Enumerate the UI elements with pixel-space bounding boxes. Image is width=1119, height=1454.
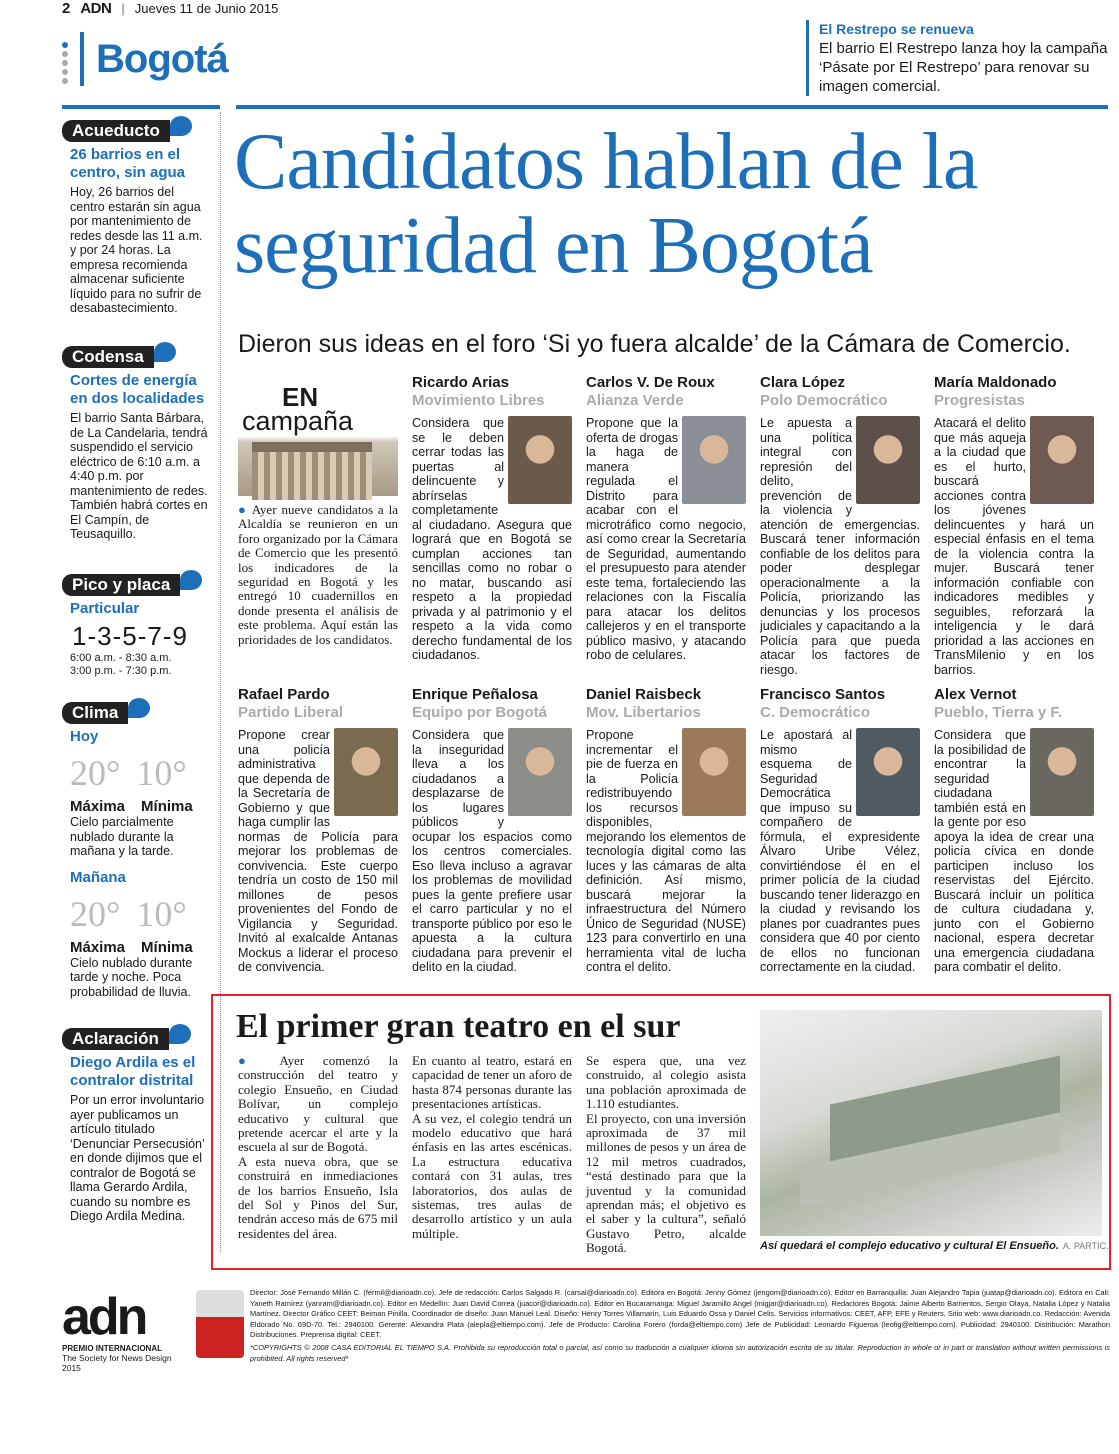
- candidate-party: Partido Liberal: [238, 704, 344, 721]
- speech-bubble-icon: [128, 698, 150, 718]
- candidate-photo: [682, 416, 746, 504]
- sidebar: [62, 112, 221, 1252]
- candidate-text: Considera que la inseguridad lleva a los ciudadanos a desplazarse de los lugares públicos y ocupar los espacios como los centros comerciales. Eso lleva incluso a agravar los problemas de movilidad pues la gente prefiere usar el carro particular y no el transporte público por eso le apuesta a la cultura ciudadana para prevenir el delito en la ciudad.: [412, 728, 572, 974]
- plate-digits: 1-3-5-7-9: [72, 621, 188, 651]
- weather-today-text: Cielo parcialmente nublado durante la mañana y la tarde.: [70, 815, 174, 858]
- candidate-card: [412, 686, 572, 975]
- speech-bubble-icon: [180, 570, 202, 590]
- candidate-text: Propone incrementar el pie de fuerza en la Policía redistribuyendo los recursos disponibles, mejorando los elementos de tecnología digital como las luces y las cámaras de alta definición. Así mismo, buscará mejorar la infraestructura del Número Único de Seguridad (NUSE) 123 para convertirlo en una herramienta vital de lucha contra el delito.: [586, 728, 746, 974]
- candidate-party: Movimiento Libres: [412, 392, 545, 409]
- teaser-text: El barrio El Restrepo lanza hoy la campaña ‘Pásate por El Restrepo’ para renovar su imagen comercial.: [819, 40, 1108, 95]
- candidate-party: C. Democrático: [760, 704, 871, 721]
- candidate-photo: [508, 728, 572, 816]
- max-label: Máxima: [70, 938, 126, 956]
- page-number: 2: [62, 0, 71, 17]
- bullet-icon: ●: [238, 502, 252, 517]
- temp-min: 10°: [136, 893, 187, 934]
- sidebar-label: Acueducto: [62, 120, 170, 142]
- teaser-title: El Restrepo se renueva: [819, 21, 974, 37]
- hours-morning: 6:00 a.m. - 8:30 a.m.: [70, 652, 172, 664]
- intro-text: ● Ayer nueve candidatos a la Alcaldía se reunieron en un foro organizado por la Cámara de Comercio que les presentó los indicadores de la seguridad en Bogotá y les entregó 10 cuadernillos en donde presenta el análisis de este problema. Aquí están las prioridades de los candidatos.: [238, 502, 398, 647]
- weather-tomorrow-text: Cielo nublado durante tarde y noche. Poca probabilidad de lluvia.: [70, 955, 193, 999]
- teaser-box[interactable]: [806, 20, 1119, 96]
- photo-caption: Así quedará el complejo educativo y cultural El Ensueño. A. PARTIC.: [760, 1240, 1109, 1252]
- candidate-text: Propone crear una policía administrativa que dependa de la Secretaría de Gobierno y que haga cumplir las normas de Policía para mejorar los problemas de convivencia. Este cuerpo tendría un costo de 150 mil millones de pesos provenientes del Fondo de Vigilancia y Seguridad. Invitó al exalcalde Antanas Mockus a liderar el proceso de convivencia.: [238, 728, 398, 974]
- candidate-photo: [856, 728, 920, 816]
- sidebar-subtitle[interactable]: Cortes de energía en dos localidades: [70, 372, 205, 407]
- candidate-name[interactable]: Enrique Peñalosa: [412, 686, 538, 703]
- staff-credits: Director: José Fernando Millán C. (fermil@diarioadn.co). Jefe de redacción: Carlos Salgado R. (carsal@diarioadn.co). Editora en Bogotá: Jenny Gómez (jengom@diarioadn.co). Editor en Barranquilla: Juan Alejandro Tapia (juatap@diarioadn.co). Editora en Cali: Yaneth Ramírez (yanram@diarioadn.co). Editor en Medellín: Juan David Correa (juacor@diarioadn.co). Editor en Bucaramanga: Miguel Jaramillo Angel (migjar@diarioadn.co). Redactores Bogotá: Jaime Alberto Barrientos, Sergio Olaya, Natalia López y Natalia Martínez. Director Gráfico CEET: Beiman Pinilla. Coordinador de diseño: Juan Manuel Leal. Diseño: Henry Torres Villamarín, Luis Eduardo Ossa y Daniel Celis. Servicios informativos: CEET, AFP, EFE y Reuters. Sitio web: www.diarioadn.co. Redacción: Avenida Eldorado No. 69D-70. Tel.: 2940100. Gerente: Alexandra Plata (alepla@eltiempo.com). Jefe de Producto: Carolina Forero (forda@eltiempo.com) Jefe de Publicidad: Leonardo Figueroa (leofig@eltiempo.com). Publicidad: 2940100. Distribución: Marathon Distribuciones. Preprensa digital: CEET.: [250, 1288, 1110, 1340]
- temp-max: 20°: [70, 893, 121, 934]
- top-bar: [62, 0, 278, 16]
- left-rule: [62, 105, 220, 109]
- snd-label: The Society for News Design 2015: [62, 1353, 172, 1373]
- main-rule: [236, 105, 1108, 109]
- sidebar-item-codensa: [62, 346, 212, 542]
- adn-logo: adn: [62, 1288, 146, 1346]
- candidate-card: [238, 686, 398, 975]
- copyright: *COPYRIGHTS © 2008 CASA EDITORIAL EL TIEMPO S.A. Prohibida su reproducción total o parcial, así como su traducción a cualquier idioma sin autorización escrita de su titular. Reproduction in whole or in part or translation without written permissions is prohibited. All rights reserved*: [250, 1342, 1110, 1363]
- candidate-card: [934, 686, 1094, 975]
- min-label: Mínima: [141, 798, 193, 815]
- max-label: Máxima: [70, 798, 126, 815]
- premio-label: PREMIO INTERNACIONAL: [62, 1344, 162, 1353]
- speech-bubble-icon: [154, 342, 176, 362]
- brand-logo: ADN: [80, 0, 112, 17]
- candidate-text: Considera que la posibilidad de encontrar la seguridad ciudadana también está en la gente por eso apoya la idea de crear una policía cívica en donde participen incluso los reservistas del Ejército. Buscará incluir un política de cultura ciudadana y, junto con el Gobierno nacional, espera decretar una emergencia ciudadana para combatir el delito.: [934, 728, 1094, 974]
- candidate-photo: [1030, 728, 1094, 816]
- candidate-party: Mov. Libertarios: [586, 704, 701, 721]
- candidate-name[interactable]: Alex Vernot: [934, 686, 1017, 703]
- candidate-text: Atacará el delito que más aqueja a la ciudad que es el hurto, buscará acciones contra los jóvenes delincuentes y hará un especial énfasis en el tema de la violencia contra la mujer. Buscará tener información confiable con indicadores medibles y seguibles, reforzará la inteligencia y le dará prioridad a las acciones en TransMilenio y en los barrios.: [934, 416, 1094, 677]
- sidebar-label: Codensa: [62, 346, 154, 368]
- sidebar-text: El barrio Santa Bárbara, de La Candelaria, tendrá suspendido el servicio eléctrico de 6:10 a.m. a 4:40 p.m. por mantenimiento de redes. También habrá cortes en El Campín, de Teusaquillo.: [70, 411, 208, 541]
- sidebar-subtitle[interactable]: 26 barrios en el centro, sin agua: [70, 146, 186, 181]
- candidate-party: Equipo por Bogotá: [412, 704, 547, 721]
- candidate-name[interactable]: Clara López: [760, 374, 846, 391]
- school-render-image: [760, 1010, 1102, 1236]
- candidate-card: [586, 686, 746, 975]
- issue-date: Jueves 11 de Junio 2015: [134, 0, 279, 16]
- sidebar-label: Clima: [62, 702, 128, 724]
- candidate-card: [760, 686, 920, 975]
- teatro-title[interactable]: El primer gran teatro en el sur: [236, 1008, 681, 1045]
- teatro-col-1: ● Ayer comenzó la construcción del teatro y colegio Ensueño, en Ciudad Bolívar, un complejo educativo y cultural que pretende acercar el arte y la escuela al sur de Bogotá. A esta nueva obra, que se construirá en inmediaciones de los barrios Ensueño, Isla del Sol y Pinos del Sur, tendrán acceso más de 675 mil residentes del área.: [238, 1053, 398, 1241]
- teatro-col-2: En cuanto al teatro, estará en capacidad de tener un aforo de hasta 874 personas durante las presentaciones artísticas. A su vez, el colegio tendrá un modelo educativo que hará énfasis en las artes escénicas. La estructura educativa contará con 31 aulas, tres laboratorios, dos aulas de sistemas, tres aulas de desarrollo artístico y un aula múltiple.: [412, 1053, 572, 1241]
- speech-bubble-icon: [170, 116, 192, 136]
- sidebar-subtitle[interactable]: Diego Ardila es el contralor distrital: [70, 1054, 196, 1089]
- footer-logo: [62, 1290, 192, 1373]
- candidate-name[interactable]: Ricardo Arias: [412, 374, 509, 391]
- badge-line2: campaña: [242, 406, 354, 436]
- headline[interactable]: Candidatos hablan de la seguridad en Bogotá: [234, 118, 978, 290]
- teatro-col-3: Se espera que, una vez construido, al colegio asista una población aproximada de 1.110 estudiantes. El proyecto, con una inversión aproximada de 37 mil millones de pesos y un área de 12 mil metros cuadrados, “está destinado para que la juventud y la comunidad aprendan más; el objetivo es el saber y la cultura”, señaló Gustavo Petro, alcalde Bogotá.: [586, 1053, 746, 1256]
- candidate-text: Propone que la oferta de drogas la haga de manera regulada el Distrito para acabar con el microtráfico como negocio, así como crear la Secretaría de Seguridad, aumentando el presupuesto para atender este tema, fortaleciendo las relaciones con la Fiscalía para atacar los delitos callejeros y en el transporte público masivo, y atacando robo de celulares.: [586, 416, 746, 662]
- sidebar-text: Hoy, 26 barrios del centro estarán sin agua por mantenimiento de redes desde las 11 a.m. y por 24 horas. La empresa recomienda almacenar suficiente líquido para no sufrir de desabastecimiento.: [70, 185, 203, 315]
- weather-today-label: Hoy: [70, 728, 99, 745]
- sidebar-item-acueducto: [62, 120, 212, 316]
- candidate-name[interactable]: Rafael Pardo: [238, 686, 330, 703]
- sidebar-label: Pico y placa: [62, 574, 180, 596]
- candidate-party: Progresistas: [934, 392, 1025, 409]
- candidate-text: Le apuesta a una política integral con represión del delito, prevención de la violencia y atención de emergencias. Buscará tener información confiable de los delitos para poder desplegar operacionalmente a la Policía, priorizando las denuncias y los procesos judiciales y capacitando a la Policía para que pueda atacar los factores de riesgo.: [760, 416, 920, 677]
- candidate-photo: [1030, 416, 1094, 504]
- candidate-photo: [682, 728, 746, 816]
- candidate-name[interactable]: María Maldonado: [934, 374, 1057, 391]
- candidate-name[interactable]: Daniel Raisbeck: [586, 686, 702, 703]
- candidate-photo: [508, 416, 572, 504]
- sidebar-subtitle: Particular: [70, 600, 140, 617]
- candidate-card: [760, 374, 920, 677]
- separator: |: [121, 0, 125, 16]
- sidebar-text: Por un error involuntario ayer publicamos un artículo titulado ‘Denunciar Persecusión’ en donde dijimos que el contralor de Bogotá se llama Gerardo Ardila, cuando su nombre es Diego Ardila Medina.: [70, 1093, 205, 1223]
- temp-max: 20°: [70, 753, 121, 793]
- badge-line1: EN: [282, 382, 319, 412]
- min-label: Mínima: [141, 938, 193, 956]
- credits: [250, 1288, 1110, 1364]
- deck: Dieron sus ideas en el foro ‘Si yo fuera alcalde’ de la Cámara de Comercio.: [238, 330, 1071, 358]
- sidebar-item-aclaracion: [62, 1028, 212, 1224]
- candidate-photo: [856, 416, 920, 504]
- candidate-party: Alianza Verde: [586, 392, 684, 409]
- candidate-name[interactable]: Carlos V. De Roux: [586, 374, 715, 391]
- sidebar-item-clima: [62, 702, 212, 999]
- section-title: Bogotá: [80, 32, 228, 86]
- candidate-card: [586, 374, 746, 663]
- candidate-party: Polo Democrático: [760, 392, 888, 409]
- sidebar-label: Aclaración: [62, 1028, 169, 1050]
- speech-bubble-icon: [169, 1024, 191, 1044]
- candidate-photo: [334, 728, 398, 816]
- temp-min: 10°: [136, 753, 187, 793]
- candidate-text: Considera que se le deben cerrar todas las puertas al delincuente y abrírselas completamente al ciudadano. Asegura que logrará que en Bogotá se cumplan acciones tan sencillas como no robar o no matar, buscando así respeto a la propiedad privada y al patrimonio y el respeto a la vida como derecho fundamental de los ciudadanos.: [412, 416, 572, 662]
- sidebar-item-pico-y-placa: [62, 574, 212, 678]
- candidate-party: Pueblo, Tierra y F.: [934, 704, 1063, 721]
- candidate-card: [934, 374, 1094, 677]
- weather-tomorrow-label: Mañana: [70, 868, 126, 886]
- hours-afternoon: 3:00 p.m. - 7:30 p.m.: [70, 665, 172, 677]
- section-dots-icon: [62, 42, 70, 87]
- photo-credit: A. PARTIC.: [1062, 1241, 1109, 1251]
- bullet-icon: ●: [238, 1053, 280, 1068]
- candidate-card: [412, 374, 572, 663]
- en-campana-badge: [238, 376, 398, 496]
- candidate-text: Le apostará al mismo esquema de Seguridad Democrática que impuso su compañero de fórmula, el expresidente Álvaro Uribe Vélez, convirtiéndose él en el primer policía de la ciudad buscando tener liderazgo en la ciudad y revisando los planes por cuadrantes pues considera que 40 por ciento de ellos no funcionan correctamente en la ciudad.: [760, 728, 920, 974]
- candidate-name[interactable]: Francisco Santos: [760, 686, 886, 703]
- anniversary-badge-icon: [196, 1290, 244, 1358]
- building-image: [252, 442, 372, 500]
